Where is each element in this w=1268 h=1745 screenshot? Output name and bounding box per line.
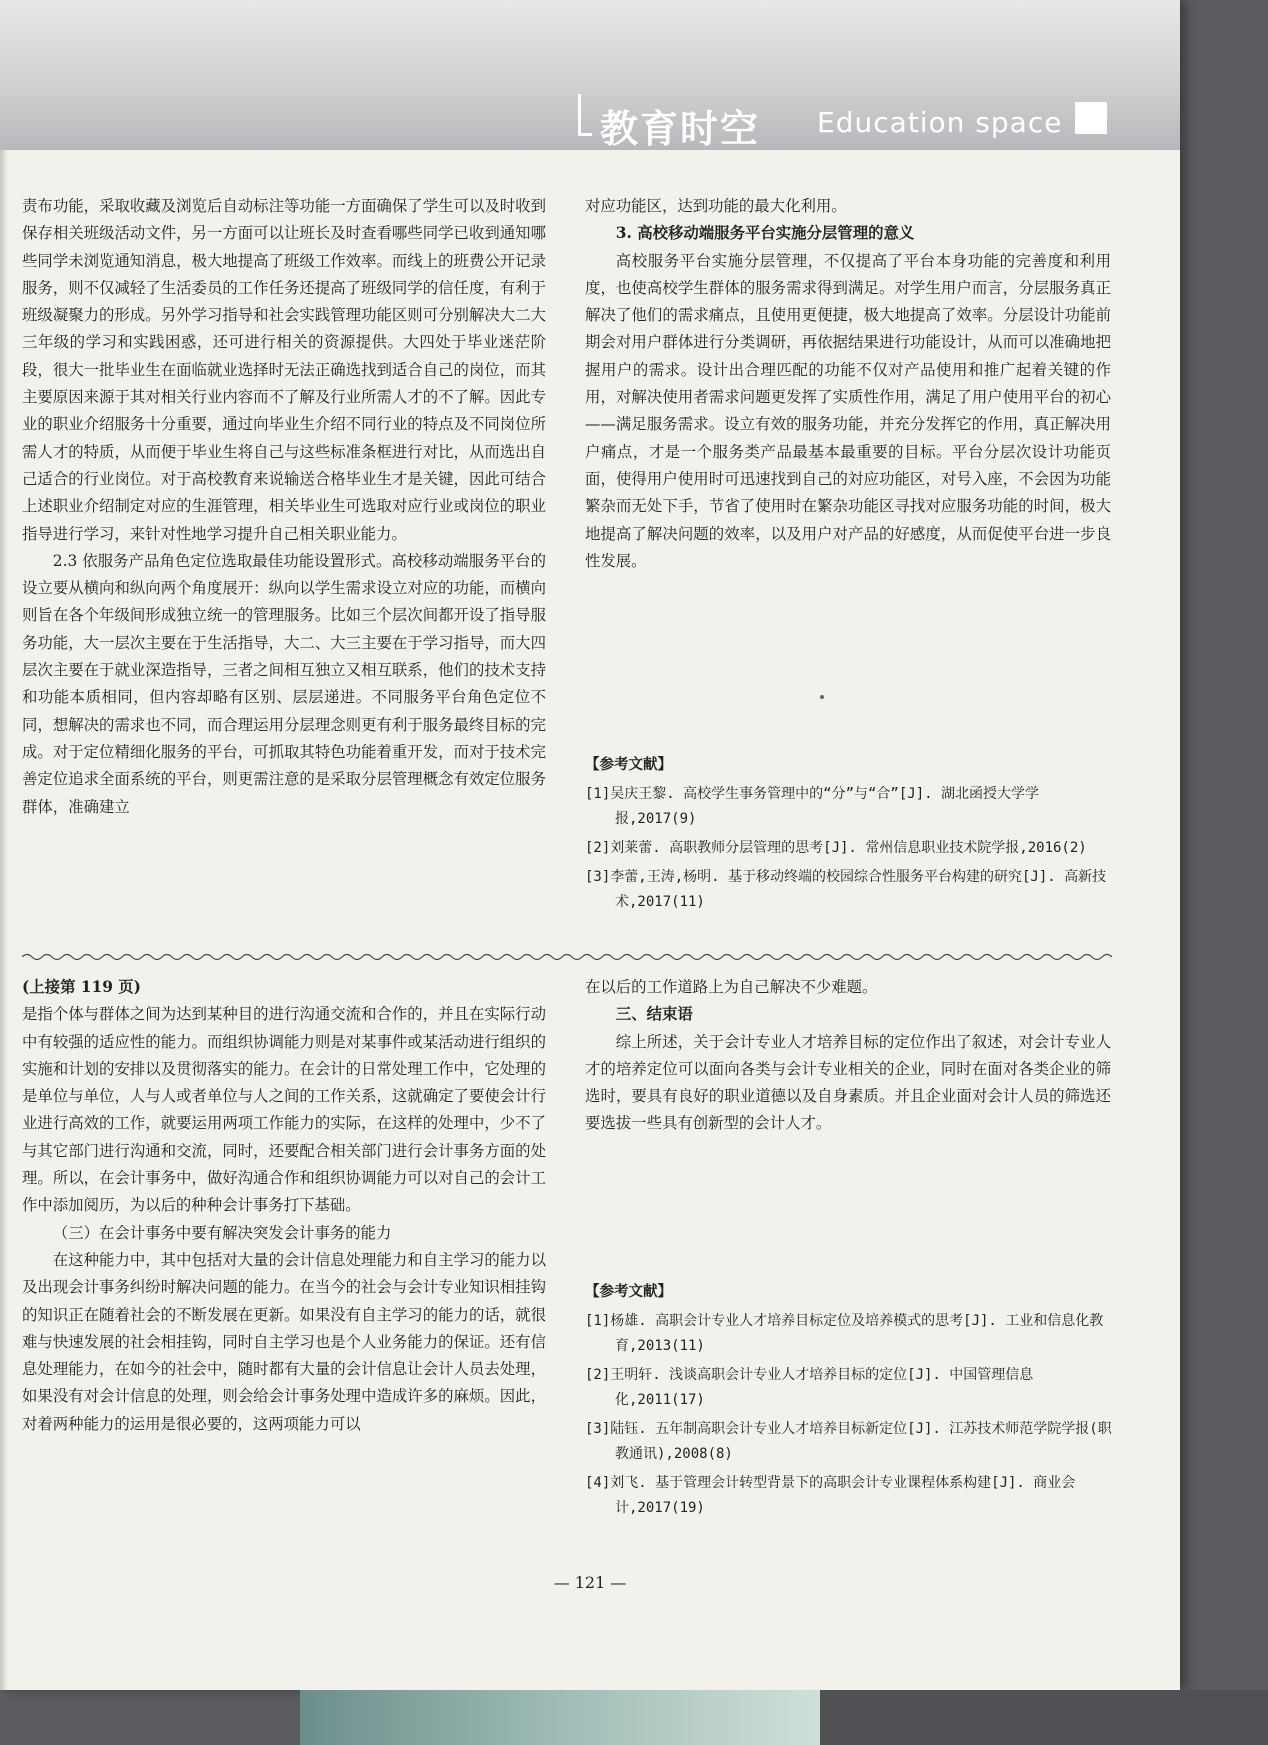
page-header [0,0,1180,150]
references-title: 【参考文献】 [585,757,672,773]
page-number: — 121 — [553,1573,627,1592]
body-paragraph: 在这种能力中，其中包括对大量的会计信息处理能力和自主学习的能力以及出现会计事务纠纷时解决问题的能力。在当今的社会与会计专业知识相挂钩的知识正在随着社会的不断发展在更新。如果没有自主学习的能力的话，就很难与快速发展的社会相挂钩，同时自主学习也是个人业务能力的保证。还有信息处理能力，在如今的社会中，随时都有大量的会计信息让会计人员去处理，如果没有对会计信息的处理，则会给会计事务处理中造成许多的麻烦。因此，对着两种能力的运用是很必要的，这两项能力可以 [22,1250,546,1433]
references-block [585,1280,1115,1525]
right-column-bottom [585,974,1111,1138]
section-heading: 三、结束语 [615,1005,693,1024]
body-paragraph: 综上所述，关于会计专业人才培养目标的定位作出了叙述，对会计专业人才的培养定位可以面向各类与会计专业相关的企业，同时在面对各类企业的筛选时，要具有良好的职业道德以及自身素质。并且企业面对会计人员的筛选还要选拔一些具有创新型的会计人才。 [585,1032,1111,1133]
continuation-line: 对应功能区，达到功能的最大化利用。 [585,197,847,215]
references-block [585,753,1115,919]
background-surface [820,1690,1268,1745]
reference-item: [2]刘莱蕾. 高职教师分层管理的思考[J]. 常州信息职业技术院学报,2016(2) [585,840,1087,856]
header-title-cn: 教育时空 [600,107,761,151]
reference-item: [1]吴庆王黎. 高校学生事务管理中的“分”与“合”[J]. 湖北函授大学学报,2017(9) [585,786,1040,827]
section-heading: 3. 高校移动端服务平台实施分层管理的意义 [615,224,915,243]
reference-item: [3]李蕾,王涛,杨明. 基于移动终端的校园综合性服务平台构建的研究[J]. 高新技术,2017(11) [585,869,1107,910]
reference-item: [3]陆钰. 五年制高职会计专业人才培养目标新定位[J]. 江苏技术师范学院学报(职教通讯),2008(8) [585,1421,1112,1462]
header-square-icon [1075,102,1107,134]
wavy-divider [22,952,1112,962]
body-paragraph: 是指个体与群体之间为达到某种目的进行沟通交流和合作的，并且在实际行动中有较强的适应性的能力。而组织协调能力则是对某事件或某活动进行组织的实施和计划的安排以及贯彻落实的能力。在会计的日常处理工作中，它处理的是单位与单位，人与人或者单位与人之间的工作关系，这就确定了要使会计行业进行高效的工作，就要运用两项工作能力的实际，在这样的处理中，少不了与其它部门进行沟通和交流，同时，还要配合相关部门进行会计事务方面的处理。所以，在会计事务中，做好沟通合作和组织协调能力可以对自己的会计工作中添加阅历，为以后的种种会计事务打下基础。 [22,1005,546,1215]
subsection-heading: （三）在会计事务中要有解决突发会计事务的能力 [52,1223,392,1242]
body-paragraph: 高校服务平台实施分层管理，不仅提高了平台本身功能的完善度和利用度，也使高校学生群体的服务需求得到满足。对学生用户而言，分层服务真正解决了他们的需求痛点，且使用更便捷，极大地提高了效率。分层设计功能前期会对用户群体进行分类调研，再依据结果进行功能设计，从而可以准确地把握用户的需求。设计出合理匹配的功能不仅对产品使用和推广起着关键的作用，对解决使用者需求问题更发挥了实质性作用，满足了用户使用平台的初心——满足服务需求。设立有效的服务功能，并充分发挥它的作用，真正解决用户痛点，才是一个服务类产品最基本最重要的目标。平台分层次设计功能页面，使得用户使用时可迅速找到自己的対应功能区，对号入座，不会因为功能繁杂而无处下手，节省了使用时在繁杂功能区寻找对应服务功能的时间，极大地提高了解决问题的效率，以及用户对产品的好感度，从而促使平台进一步良性发展。 [585,251,1111,570]
continued-from-note: (上接第 119 页) [22,978,141,996]
right-column-top [585,193,1111,575]
underlying-page-strip [300,1690,820,1745]
reference-item: [1]杨雄. 高职会计专业人才培养目标定位及培养模式的思考[J]. 工业和信息化教育,2013(11) [585,1313,1104,1354]
header-bracket-icon [578,94,581,136]
header-title-en: Education space [817,106,1063,139]
left-column-bottom [22,974,546,1438]
reference-item: [2]王明轩. 浅谈高职会计专业人才培养目标的定位[J]. 中国管理信息化,2011(17) [585,1367,1034,1408]
body-paragraph: 2.3 依服务产品角色定位选取最佳功能设置形式。高校移动端服务平台的设立要从横向和纵向两个角度展开：纵向以学生需求设立对应的功能，而横向则旨在各个年级间形成独立统一的管理服务。比如三个层次间都开设了指导服务功能，大一层次主要在于生活指导，大二、大三主要在于学习指导，而大四层次主要在于就业深造指导，三者之间相互独立又相互联系，他们的技术支持和功能本质相同，但内容却略有区别、层层递进。不同服务平台角色定位不同，想解决的需求也不同，而合理运用分层理念则更有利于服务最终目标的完成。对于定位精细化服务的平台，可抓取其特色功能着重开发，而对于技术完善定位追求全面系统的平台，则更需注意的是采取分层管理概念有效定位服务群体，准确建立 [22,551,546,816]
left-column-top [22,193,546,821]
page-edge-shadow [0,0,8,1690]
continuation-line: 在以后的工作道路上为自己解决不少难题。 [585,978,878,996]
header-bracket-foot [578,133,592,136]
references-title: 【参考文献】 [585,1284,672,1300]
reference-item: [4]刘飞. 基于管理会计转型背景下的高职会计专业课程体系构建[J]. 商业会计,2017(19) [585,1475,1076,1516]
body-paragraph: 责布功能，采取收藏及浏览后自动标注等功能一方面确保了学生可以及时收到保存相关班级活动文件，另一方面可以让班长及时查看哪些同学已收到通知哪些同学未浏览通知消息，极大地提高了班级工作效率。而线上的班费公开记录服务，则不仅减轻了生活委员的工作任务还提高了班级同学的信任度，有利于班级凝聚力的形成。另外学习指导和社会实践管理功能区则可分别解决大二大三年级的学习和实践困惑，还可进行相关的资源提供。大四处于毕业迷茫阶段，很大一批毕业生在面临就业选择时无法正确选找到适合自己的岗位，而其主要原因来源于其对相关行业内容而不了解及行业所需人才的不了解。因此专业的职业介绍服务十分重要，通过向毕业生介绍不同行业的特点及不同岗位所需人才的特质，从而便于毕业生将自己与这些标准条框进行对比，从而选出自己适合的行业岗位。对于高校教育来说输送合格毕业生才是关键，因此可结合上述职业介绍制定对应的生涯管理，相关毕业生可选取对应行业或岗位的职业指导进行学习，来针对性地学习提升自己相关职业能力。 [22,197,546,543]
stray-dot [820,695,824,699]
